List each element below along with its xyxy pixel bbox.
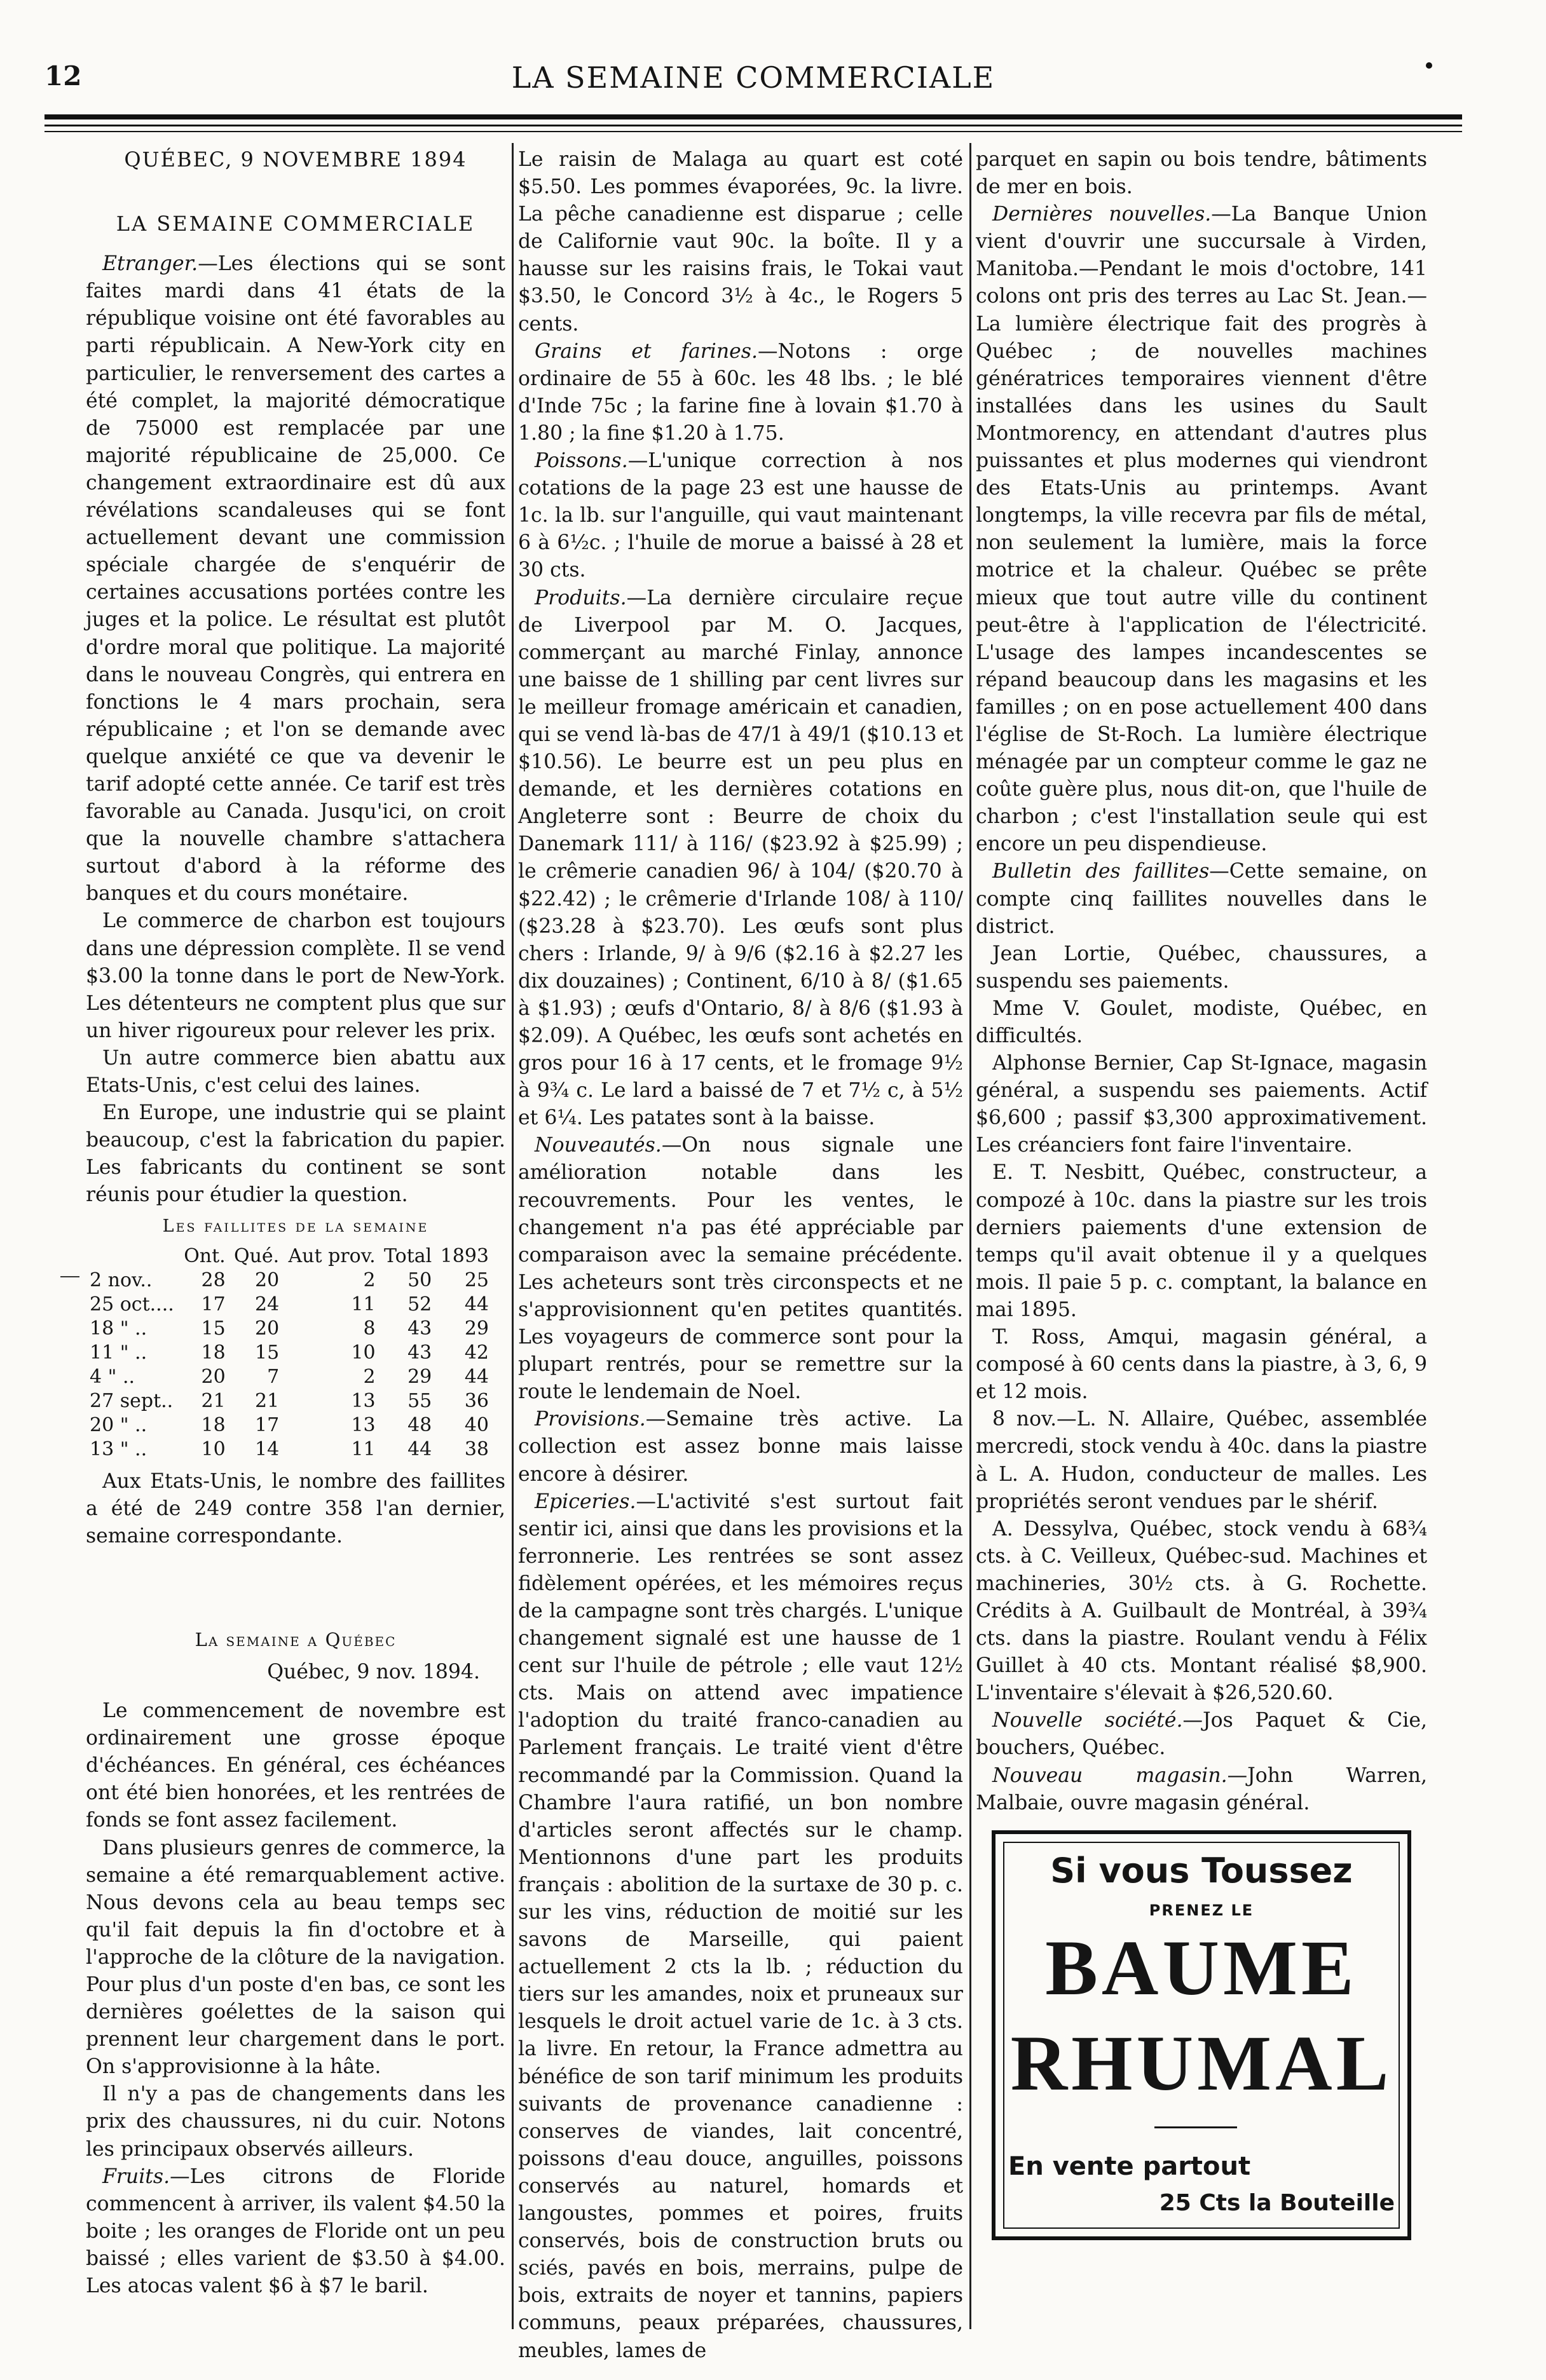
table-cell: 18: [201, 1341, 226, 1364]
table-cell: 10: [351, 1341, 376, 1364]
ad-divider: [1154, 2126, 1237, 2128]
rubric-label: Poissons.: [535, 449, 628, 473]
table-cell: 14: [255, 1438, 280, 1460]
table-header-cell: Qué.: [234, 1244, 280, 1267]
article-paragraph: [518, 1488, 963, 2365]
table-cell: 20: [201, 1365, 226, 1388]
failure-entry: T. Ross, Amqui, magasin général, a composé à 60 cents dans la piastre, à 3, 6, 9 et 12 mois.: [976, 1326, 1427, 1404]
article-paragraph: [518, 447, 963, 584]
failures-table: [86, 1244, 493, 1462]
table-cell: 29: [464, 1317, 489, 1340]
failure-entry: A. Dessylva, Québec, stock vendu à 68¾ cts. à C. Veilleux, Québec-sud. Machines et machineries, 30½ cts. à G. Rochette. Crédits à A. Guilbault de Montréal, à 39¾ cts. dans la piastre. Roulant vendu à Félix Guillet à 40 cts. Montant réalisé $8,900. L'inventaire s'élevait à $26,520.60.: [976, 1517, 1427, 1705]
rubric-label: Produits.: [535, 586, 627, 609]
page-number: 12: [44, 60, 82, 92]
ad-product-word-2: RHUMAL: [1010, 2020, 1393, 2107]
failures-table-title: Les faillites de la semaine: [162, 1216, 429, 1237]
failure-entry: Alphonse Bernier, Cap St-Ignace, magasin général, a suspendu ses paiements. Actif $6,600 ; passif $3,300 approximativement. Les créanciers font faire l'inventaire.: [976, 1052, 1427, 1157]
table-cell: 11: [351, 1438, 376, 1460]
table-row: [86, 1389, 493, 1413]
article-paragraph: [976, 858, 1427, 940]
rubric-label: Fruits.: [102, 2165, 170, 2188]
paragraph-text: —Jos Paquet & Cie, bouchers, Québec.: [976, 1709, 1428, 1760]
article-paragraph: parquet en sapin ou bois tendre, bâtiments de mer en bois.: [976, 148, 1427, 199]
paragraph-text: —Les élections qui se sont faites mardi dans 41 états de la république voisine ont été favorables au parti républicain. A New-York city en particulier, le renversement des cartes a été complet, la majorité démocratique de 75000 est remplacée par une majorité républicaine de 25,000. Ce changement extraordinaire est dû aux révélations scandaleuses qui se font actuellement devant une commission spéciale chargée de s'enquérir de certaines accusations portées contre les juges et la police. Le résultat est plutôt d'ordre moral que politique. La majorité dans le nouveau Congrès, qui entrera en fonctions le 4 mars prochain, sera républicaine ; et l'on se demande avec quelque anxiété ce que va devenir le tarif adopté cette année. Ce tarif est très favorable au Canada. Jusqu'ici, on croit que la nouvelle chambre s'attachera surtout d'abord à la réforme des banques et du cours monétaire.: [86, 252, 505, 906]
table-row: [86, 1341, 493, 1365]
table-cell: 2 nov..: [90, 1268, 153, 1291]
rubric-label: Nouveau magasin.: [992, 1764, 1228, 1787]
article-paragraph: [518, 1132, 963, 1406]
table-header-cell: Aut prov.: [288, 1244, 376, 1267]
table-body: [86, 1268, 493, 1462]
column-1: [86, 146, 505, 2307]
header-rule: [44, 114, 1462, 119]
table-cell: 11 " ..: [90, 1341, 147, 1364]
table-cell: 40: [464, 1413, 489, 1436]
table-cell: 52: [407, 1293, 432, 1316]
article-paragraph: [518, 585, 963, 1132]
column-2: [518, 146, 963, 2362]
article-paragraph: [976, 1762, 1427, 1817]
rubric-label: Nouveautés.: [535, 1134, 662, 1157]
rubric-label: Provisions.: [535, 1408, 646, 1431]
ad-subline: PRENEZ LE: [1149, 1901, 1254, 1919]
table-cell: 17: [201, 1293, 226, 1316]
table-cell: 10: [201, 1438, 226, 1460]
table-cell: 24: [255, 1293, 280, 1316]
table-cell: 25: [464, 1268, 489, 1291]
table-cell: 48: [407, 1413, 432, 1436]
table-cell: 17: [255, 1413, 280, 1436]
table-cell: 44: [464, 1365, 489, 1388]
table-cell: 38: [464, 1438, 489, 1460]
table-cell: 21: [255, 1389, 280, 1412]
advertisement-box: [992, 1830, 1411, 2240]
article-paragraph: Le commerce de charbon est toujours dans une dépression complète. Il se vend $3.00 la tonne dans le port de New-York. Les détenteurs ne comptent plus que sur un hiver rigoureux pour relever les prix.: [86, 909, 505, 1042]
article-paragraph: Le raisin de Malaga au quart est coté $5.50. Les pommes évaporées, 9c. la livre. La pêche canadienne est disparue ; celle de Californie vaut 90c. la boîte. Il y a hausse sur les raisins frais, le Tokai vaut $3.50, le Concord 3½ à 4c., le Rogers 5 cents.: [518, 148, 963, 336]
table-cell: 21: [201, 1389, 226, 1412]
table-cell: 20: [255, 1268, 280, 1291]
article-paragraph: [976, 201, 1427, 858]
ad-headline: Si vous Toussez: [1050, 1851, 1353, 1891]
table-cell: 15: [201, 1317, 226, 1340]
header-rule-thin: [44, 125, 1462, 126]
table-cell: 28: [201, 1268, 226, 1291]
paragraph-text: —Les citrons de Floride commencent à arriver, ils valent $4.50 la boite ; les oranges de Floride ont un peu baissé ; elles varient de $3.50 à $4.00. Les atocas valent $6 à $7 le baril.: [86, 2165, 505, 2297]
article-paragraph: Le commencement de novembre est ordinairement une grosse époque d'échéances. En général, ces échéances ont été bien honorées, et les rentrées de fonds se font assez facilement.: [86, 1699, 505, 1832]
subsection-date: Québec, 9 nov. 1894.: [267, 1660, 480, 1683]
rubric-label: Grains et farines.: [535, 339, 758, 363]
table-cell: 15: [255, 1341, 280, 1364]
table-cell: 36: [464, 1389, 489, 1412]
table-cell: 13 " ..: [90, 1438, 147, 1460]
rubric-label: Etranger.: [102, 252, 198, 276]
table-row: [86, 1438, 493, 1462]
ad-price: 25 Cts la Bouteille: [1159, 2190, 1395, 2216]
paragraph-text: —John Warren, Malbaie, ouvre magasin général.: [976, 1764, 1427, 1814]
article-paragraph: Dans plusieurs genres de commerce, la semaine a été remarquablement active. Nous devons cela au beau temps sec qu'il fait depuis la fin d'octobre et à l'approche de la clôture de la navigation. Pour plus d'un poste d'en bas, ce sont les dernières goélettes de la saison qui prennent leur chargement dans le port. On s'approvisionne à la hâte.: [86, 1836, 505, 2079]
article-paragraph: Aux Etats-Unis, le nombre des faillites a été de 249 contre 358 l'an dernier, semaine correspondante.: [86, 1469, 505, 1547]
table-cell: 7: [267, 1365, 280, 1388]
table-row: [86, 1293, 493, 1317]
failure-entry: Jean Lortie, Québec, chaussures, a suspendu ses paiements.: [976, 942, 1427, 993]
table-row: [86, 1317, 493, 1341]
ad-product-word-1: BAUME: [1045, 1924, 1358, 2011]
subsection-title: La semaine a Québec: [195, 1628, 397, 1650]
paragraph-text: —On nous signale une amélioration notable dans les recouvrements. Pour les ventes, le changement n'a pas été appréciable par comparaison avec la semaine précédente. Les acheteurs sont très circonspects et ne s'approvisionnent qu'en petites quantités. Les voyageurs de commerce sont pour la plupart rentrés, pour se remettre sur la route le lendemain de Noel.: [518, 1134, 963, 1404]
table-cell: 18 " ..: [90, 1317, 147, 1340]
newspaper-title: LA SEMAINE COMMERCIALE: [511, 60, 995, 95]
article-paragraph: Un autre commerce bien abattu aux Etats-Unis, c'est celui des laines.: [86, 1046, 505, 1097]
paragraph-text: —La dernière circulaire reçue de Liverpool par M. O. Jacques, commerçant au marché Finlay, annonce une baisse de 1 shilling par cent livres sur le meilleur fromage américain et canadien, qui se vend là-bas de 47/1 à 49/1 ($10.13 et $10.56). Le beurre est un peu plus en demande, et les dernières cotations en Angleterre sont : Beurre de choix du Danemark 111/ à 116/ ($23.92 à $25.99) ; le crêmerie canadien 96/ à 104/ ($20.70 à $22.42) ; le crêmerie d'Irlande 108/ à 110/ ($23.28 à $23.70). Les œufs sont plus chers : Irlande, 9/ à 9/6 ($2.16 à $2.27 les dix douzaines) ; Continent, 6/10 à 8/ ($1.65 à $1.93) ; œufs d'Ontario, 8/ à 8/6 ($1.93 à $2.09). A Québec, les œufs sont achetés en gros pour 16 à 17 cents, et le fromage 9½ à 9¾ c. Le lard a baissé de 7 et 7½ c, à 5½ et 6¼. Les patates sont à la baisse.: [518, 586, 963, 1130]
table-cell: 13: [351, 1413, 376, 1436]
article-paragraph: [518, 338, 963, 447]
article-paragraph: En Europe, une industrie qui se plaint beaucoup, c'est la fabrication du papier. Les fabricants du continent se sont réunis pour étudier la question.: [86, 1101, 505, 1207]
table-cell: 13: [351, 1389, 376, 1412]
column-divider-1: [512, 143, 514, 2329]
table-header-cell: [86, 1244, 179, 1268]
table-header-cell: Ont.: [184, 1244, 226, 1267]
table-cell: 8: [363, 1317, 376, 1340]
table-row: [86, 1413, 493, 1438]
failure-entry: 8 nov.—L. N. Allaire, Québec, assemblée mercredi, stock vendu à 40c. dans la piastre à L. A. Hudon, conducteur de malles. Les propriétés seront vendues par le shérif.: [976, 1408, 1427, 1513]
column-divider-2: [969, 143, 971, 2329]
article-paragraph: Il n'y a pas de changements dans les prix des chaussures, ni du cuir. Notons les principaux observés ailleurs.: [86, 2083, 505, 2161]
paragraph-text: —Notons : orge ordinaire de 55 à 60c. les 48 lbs. ; le blé d'Inde 75c ; la farine fine à lovain $1.70 à 1.80 ; la fine $1.20 à 1.75.: [518, 339, 963, 445]
table-cell: 50: [407, 1268, 432, 1291]
dateline: QUÉBEC, 9 NOVEMBRE 1894: [124, 147, 467, 172]
table-cell: 2: [363, 1268, 376, 1291]
paragraph-text: —Cette semaine, on compte cinq faillites nouvelles dans le district.: [976, 860, 1427, 938]
table-cell: 20 " ..: [90, 1413, 147, 1436]
table-cell: 4 " ..: [90, 1365, 135, 1388]
table-cell: 20: [255, 1317, 280, 1340]
section-title: LA SEMAINE COMMERCIALE: [116, 212, 475, 236]
ad-availability: En vente partout: [1008, 2152, 1251, 2181]
article-paragraph: [518, 1406, 963, 1488]
paragraph-text: —La Banque Union vient d'ouvrir une succursale à Virden, Manitoba.—Pendant le mois d'octobre, 141 colons ont pris des terres au Lac St. Jean.—La lumière électrique fait des progrès à Québec ; de nouvelles machines génératrices temporaires viennent d'être installées dans les usines du Sault Montmorency, en attendant d'autres plus puissantes et plus modernes qui viendront des Etats-Unis au printemps. Avant longtemps, la ville recevra par fils de métal, non seulement la lumière, mais la force motrice et la chaleur. Québec se prête mieux que tout autre ville du continent peut-être à l'application de l'électricité. L'usage des lampes incandescentes se répand beaucoup dans les magasins et les familles ; on en pose actuellement 400 dans l'église de St-Roch. La lumière électrique ménagée par un compteur comme le gaz ne coûte guère plus, nous dit-on, que l'huile de charbon ; c'est l'installation seule qui est encore un peu dispendieuse.: [976, 203, 1428, 856]
rubric-label: Epiceries.: [535, 1490, 636, 1513]
paragraph-text: —Semaine très active. La collection est assez bonne mais laisse encore à désirer.: [518, 1408, 963, 1486]
failure-entry: E. T. Nesbitt, Québec, constructeur, a compozé à 10c. dans la piastre sur les trois derniers paiements d'une extension de temps qu'il avait obtenue il y a quelques mois. Il paie 5 p. c. comptant, la balance en mai 1895.: [976, 1161, 1427, 1321]
table-row: [86, 1268, 493, 1293]
table-cell: 42: [464, 1341, 489, 1364]
paragraph-text: —L'unique correction à nos cotations de la page 23 est une hausse de 1c. la lb. sur l'anguille, qui vaut maintenant 6 à 6½c. ; l'huile de morue a baissé à 28 et 30 cts.: [518, 449, 963, 582]
table-cell: 55: [407, 1389, 432, 1412]
failure-entry: Mme V. Goulet, modiste, Québec, en difficultés.: [976, 996, 1427, 1047]
table-cell: 18: [201, 1413, 226, 1436]
header-rule-thin-2: [44, 131, 1462, 132]
table-header-row: [86, 1244, 493, 1268]
rubric-label: Nouvelle société.: [992, 1709, 1183, 1732]
article-paragraph: [86, 2163, 505, 2300]
page-header: [44, 60, 1462, 111]
table-cell: 43: [407, 1317, 432, 1340]
table-row: [86, 1365, 493, 1389]
article-paragraph: [976, 1707, 1427, 1762]
table-cell: 44: [407, 1438, 432, 1460]
rubric-label: Bulletin des faillites: [992, 860, 1210, 883]
paragraph-text: —L'activité s'est surtout fait sentir ici, ainsi que dans les provisions et la ferronnerie. Les rentrées se sont assez fidèlement opérées, et les mémoires reçus de la campagne sont très chargés. L'unique changement signalé est une hausse de 1 cent sur l'huile de pétrole ; elle vaut 12½ cts. Mais on attend avec impatience l'adoption du traité franco-canadien au Parlement français. Le traité vient d'être recommandé par la Commission. Quand la Chambre l'aura ratifié, un bon nombre d'articles seront affectés sur le champ. Mentionnons d'une part les produits français : abolition de la surtaxe de 30 p. c. sur les vins, réduction de moitié sur les savons de Marseille, qui paient actuellement 2 cts la lb. ; réduction du tiers sur les amandes, noix et pruneaux sur lesquels le droit actuel varie de 1c. à 3 cts. la livre. En retour, la France admettra au bénéfice de son tarif minimum les produits suivants de provenance canadienne : conserves de viandes, lait concentré, poissons d'eau douce, anguilles, poissons conservés au naturel, homards et langoustes, pommes et poires, fruits conservés, bois de construction bruts ou sciés, pavés en bois, merrains, pulpe de bois, extraits de noyer et tannins, papiers communs, peaux préparées, chaussures, meubles, lames de: [518, 1490, 963, 2362]
article-paragraph: [86, 250, 505, 908]
table-cell: 43: [407, 1341, 432, 1364]
rubric-label: Dernières nouvelles.: [992, 203, 1212, 226]
table-cell: 44: [464, 1293, 489, 1316]
table-header-cell: Total: [383, 1244, 432, 1267]
table-cell: 2: [363, 1365, 376, 1388]
table-header-cell: 1893: [440, 1244, 489, 1267]
table-cell: 27 sept..: [90, 1389, 174, 1412]
table-cell: 11: [351, 1293, 376, 1316]
margin-mark: [60, 1276, 79, 1277]
table-cell: 25 oct....: [90, 1293, 174, 1316]
table-cell: 29: [407, 1365, 432, 1388]
